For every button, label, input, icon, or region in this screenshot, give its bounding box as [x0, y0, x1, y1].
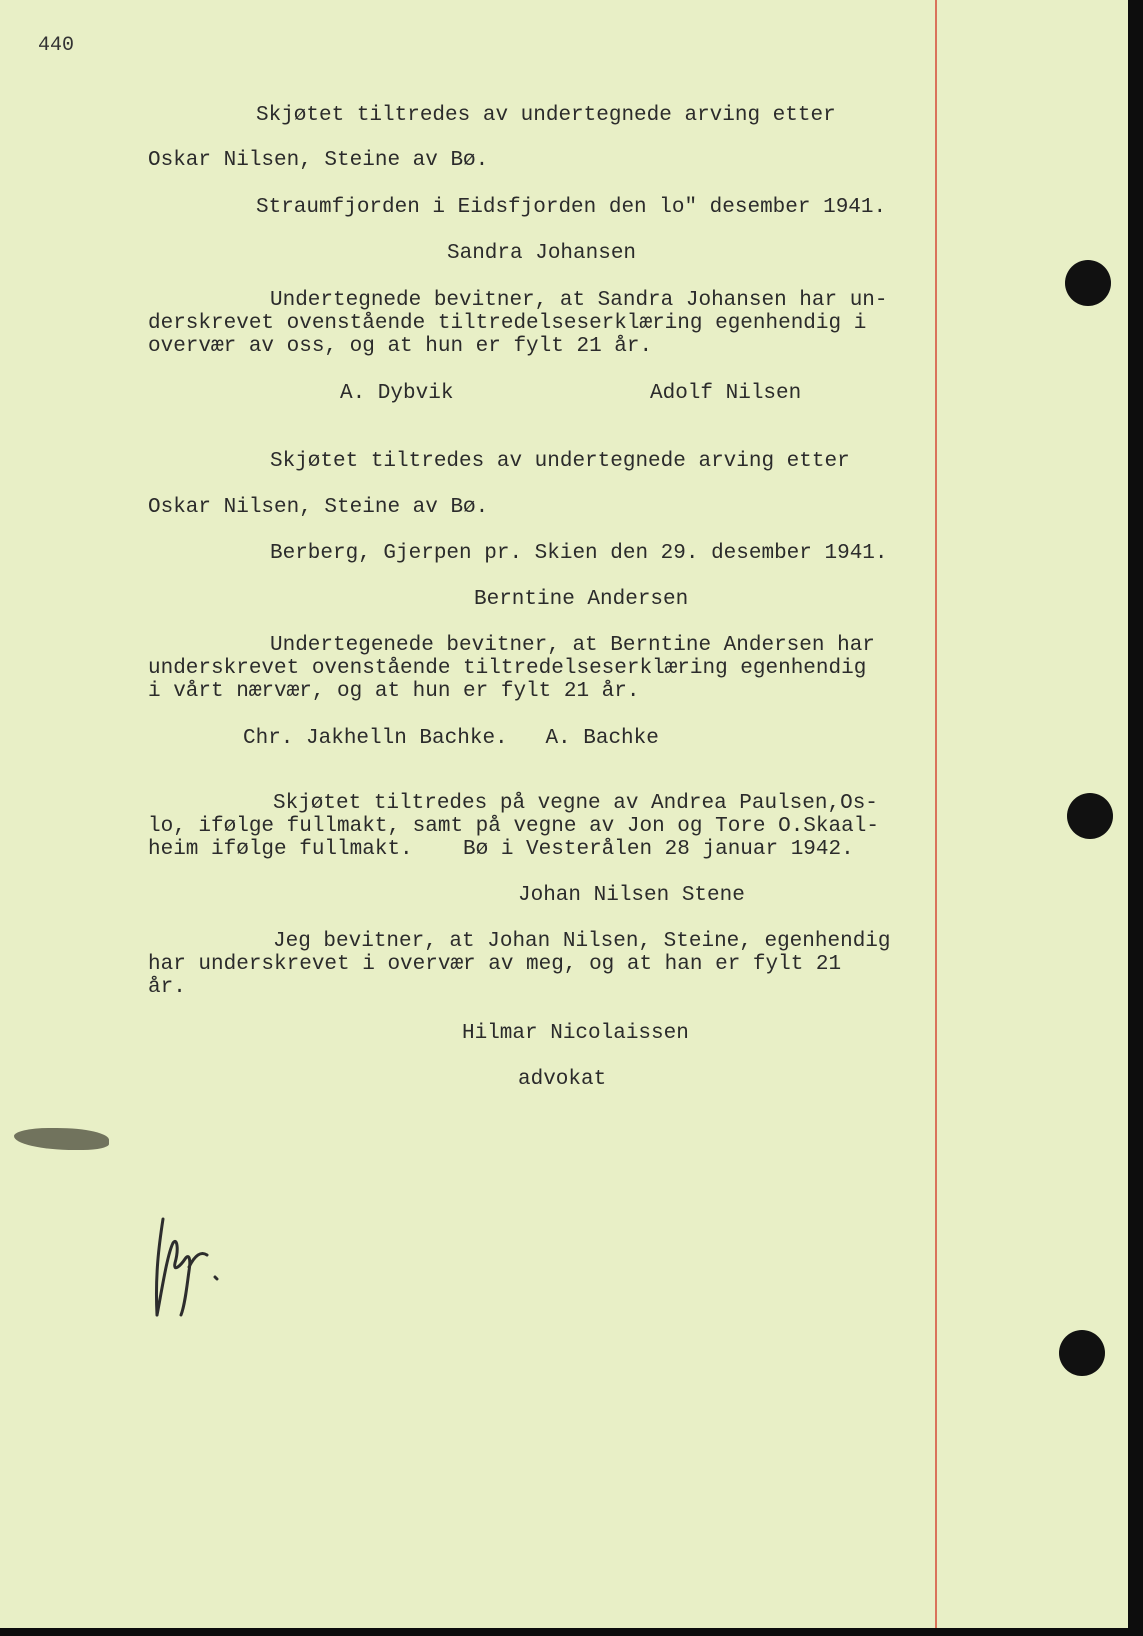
text-line: overvær av oss, og at hun er fylt 21 år.: [148, 335, 653, 358]
witness-name: Adolf Nilsen: [650, 382, 802, 405]
text-line: Skjøtet tiltredes av undertegnede arving etter: [256, 104, 836, 127]
signature-name: Hilmar Nicolaissen: [462, 1022, 689, 1045]
signature-name: Sandra Johansen: [447, 242, 637, 265]
witness-names: Chr. Jakhelln Bachke. A. Bachke: [243, 727, 659, 750]
text-line: Undertegnede bevitner, at Sandra Johansen har un-: [270, 289, 888, 312]
page-number: 440: [38, 34, 75, 57]
text-line: lo, ifølge fullmakt, samt på vegne av Jon og Tore O.Skaal-: [148, 815, 879, 838]
punch-hole-icon: [1059, 1330, 1105, 1376]
text-line: Berberg, Gjerpen pr. Skien den 29. desember 1941.: [270, 542, 888, 565]
text-line: heim ifølge fullmakt. Bø i Vesterålen 28 januar 1942.: [148, 838, 854, 861]
signature-name: Berntine Andersen: [474, 588, 689, 611]
text-line: Oskar Nilsen, Steine av Bø.: [148, 149, 489, 172]
text-line: i vårt nærvær, og at hun er fylt 21 år.: [148, 680, 640, 703]
ink-smudge: [14, 1128, 109, 1150]
text-line: underskrevet ovenstående tiltredelseserklæring egenhendig: [148, 657, 867, 680]
text-line: Oskar Nilsen, Steine av Bø.: [148, 496, 489, 519]
text-line: Skjøtet tiltredes på vegne av Andrea Paulsen,Os-: [273, 792, 878, 815]
witness-name: A. Dybvik: [340, 382, 454, 405]
text-line: år.: [148, 976, 186, 999]
punch-hole-icon: [1067, 793, 1113, 839]
text-line: derskrevet ovenstående tiltredelseserklæring egenhendig i: [148, 312, 867, 335]
signature-title: advokat: [518, 1068, 607, 1091]
margin-rule: [935, 0, 937, 1628]
text-line: Undertegenede bevitner, at Berntine Andersen har: [270, 634, 875, 657]
text-line: Skjøtet tiltredes av undertegnede arving etter: [270, 450, 850, 473]
signature-name: Johan Nilsen Stene: [518, 884, 745, 907]
handwritten-initials-icon: [145, 1215, 225, 1325]
text-line: Straumfjorden i Eidsfjorden den lo" desember 1941.: [256, 196, 887, 219]
text-line: har underskrevet i overvær av meg, og at han er fylt 21: [148, 953, 842, 976]
text-line: Jeg bevitner, at Johan Nilsen, Steine, egenhendig: [273, 930, 891, 953]
punch-hole-icon: [1065, 260, 1111, 306]
